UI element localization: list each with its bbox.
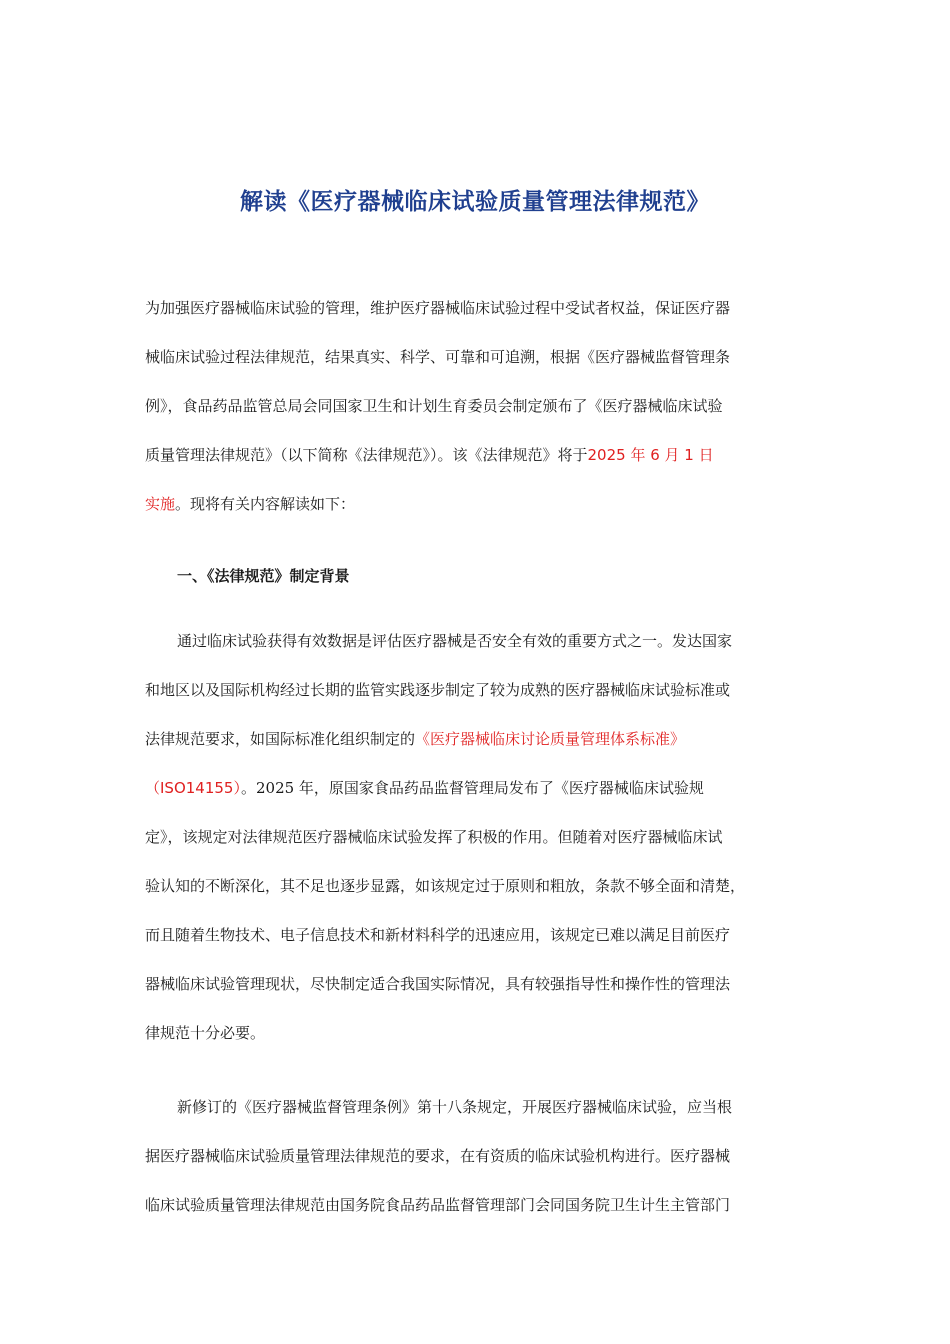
implement-text: 实施 <box>145 495 176 513</box>
bg-line-3 <box>145 715 805 764</box>
background-paragraph <box>145 617 805 1058</box>
intro-tail: 。现将有关内容解读如下： <box>175 495 356 513</box>
intro-line-5 <box>145 480 805 529</box>
section-heading-1: 一、《法律规范》制定背景 <box>177 567 350 585</box>
regulation-paragraph <box>145 1083 805 1230</box>
intro-line-2: 械临床试验过程法律规范，结果真实、科学、可靠和可追溯，根据《医疗器械监督管理条 <box>145 348 731 366</box>
bg-line-8: 器械临床试验管理现状，尽快制定适合我国实际情况，具有较强指导性和操作性的管理法 <box>145 975 731 993</box>
reg-line-2: 据医疗器械临床试验质量管理法律规范的要求，在有资质的临床试验机构进行。医疗器械 <box>145 1147 731 1165</box>
intro-line-4 <box>145 431 805 480</box>
iso-code: （ISO14155） <box>145 779 241 797</box>
bg-line-6: 验认知的不断深化，其不足也逐步显露，如该规定过于原则和粗放，条款不够全面和清楚， <box>145 877 746 895</box>
bg-line-3-text: 法律规范要求，如国际标准化组织制定的 <box>145 730 416 748</box>
bg-line-7: 而且随着生物技术、电子信息技术和新材料科学的迅速应用，该规定已难以满足目前医疗 <box>145 926 731 944</box>
bg-line-1: 通过临床试验获得有效数据是评估医疗器械是否安全有效的重要方式之一。发达国家 <box>177 632 733 650</box>
reg-line-3: 临床试验质量管理法律规范由国务院食品药品监督管理部门会同国务院卫生计生主管部门 <box>145 1196 731 1214</box>
document-title: 解读《医疗器械临床试验质量管理法律规范》 <box>240 189 710 215</box>
bg-line-5: 定》，该规定对法律规范医疗器械临床试验发挥了积极的作用。但随着对医疗器械临床试 <box>145 828 723 846</box>
bg-line-4 <box>145 764 805 813</box>
bg-line-2: 和地区以及国际机构经过长期的监管实践逐步制定了较为成熟的医疗器械临床试验标准或 <box>145 681 731 699</box>
bg-line-4-text: 。2025 年，原国家食品药品监督管理局发布了《医疗器械临床试验规 <box>240 779 704 797</box>
intro-paragraph <box>145 284 805 529</box>
intro-line-1: 为加强医疗器械临床试验的管理，维护医疗器械临床试验过程中受试者权益，保证医疗器 <box>145 299 731 317</box>
intro-line-3: 例》，食品药品监管总局会同国家卫生和计划生育委员会制定颁布了《医疗器械临床试验 <box>145 397 723 415</box>
reg-line-1: 新修订的《医疗器械监督管理条例》第十八条规定，开展医疗器械临床试验，应当根 <box>177 1098 733 1116</box>
iso-standard-name: 《医疗器械临床讨论质量管理体系标准》 <box>415 730 686 748</box>
bg-line-9: 律规范十分必要。 <box>145 1024 266 1042</box>
intro-line-4-text: 质量管理法律规范》（以下简称《法律规范》）。该《法律规范》将于 <box>145 446 588 464</box>
effective-date: 2025 年 6 月 1 日 <box>587 446 714 464</box>
